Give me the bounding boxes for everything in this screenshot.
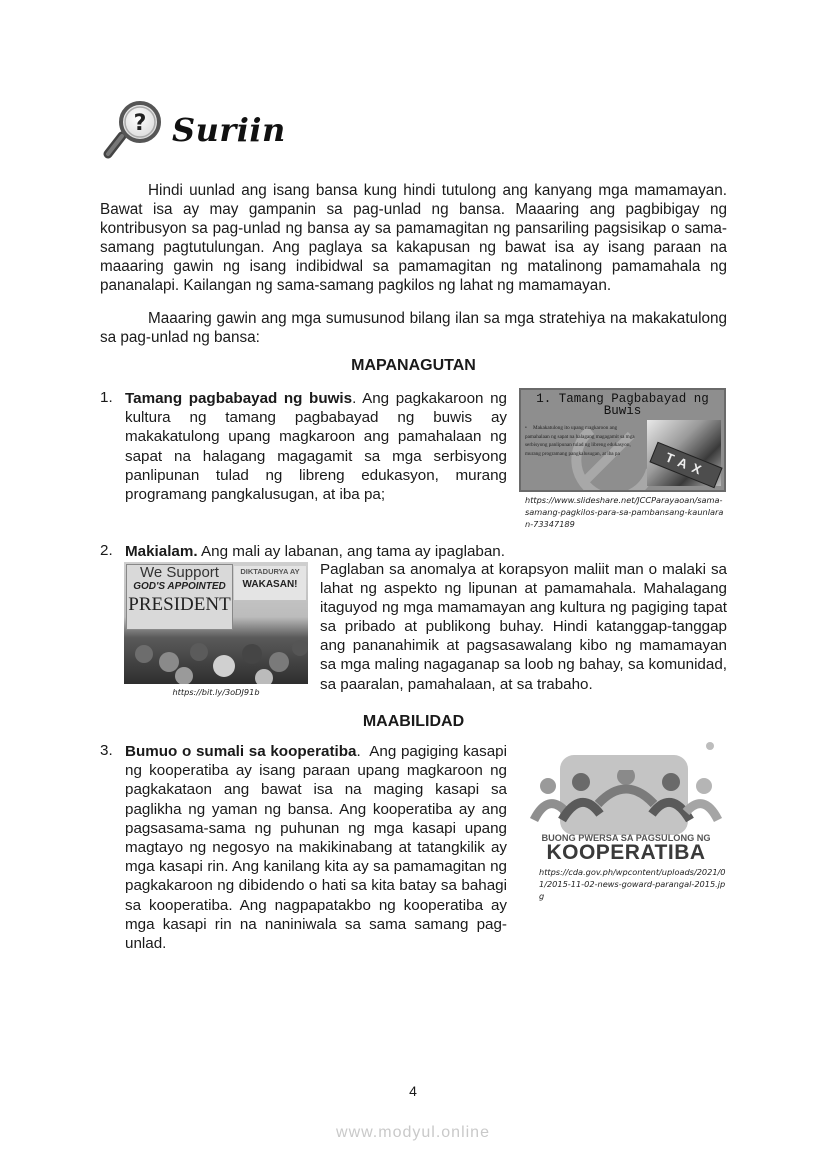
crowd-graphic — [124, 632, 308, 684]
cooperative-logo — [526, 740, 726, 862]
item-3-title: Bumuo o sumali sa kooperatiba — [125, 743, 357, 760]
svg-text:?: ? — [133, 111, 147, 136]
item-2-number: 2. — [100, 542, 113, 559]
logo-name: KOOPERATIBA — [546, 841, 706, 862]
section-header — [100, 100, 286, 160]
protest-sign-2 — [234, 566, 306, 600]
sign-1-line-1: We Support — [140, 564, 219, 581]
magnifier-question-icon — [100, 100, 166, 160]
item-2-image-caption: https://bit.ly/3oDJ91b — [172, 687, 260, 697]
item-2-body: Paglaban sa anomalya at korapsyon maliit man o malaki sa lahat ng aspekto ng lipunan at pamamahala. Mahalagang itaguyod ng mga mamamayan ang kultura ng pagiging tapat sa pribado at publikong buhay. Hindi katanggap-tanggap ang pananahimik at pagsasawalang kibo ng mamamayan sa mga maling nagaganap sa loob ng bahay, sa komunidad, sa paaralan, pamahalaan, at sa trabaho. — [320, 561, 727, 693]
page-number: 4 — [409, 1083, 417, 1099]
heading-maabilidad: MAABILIDAD — [362, 713, 465, 730]
item-3-image-caption: https://cda.gov.ph/wpcontent/uploads/2021/01/2015-11-02-news-goward-parangal-2015.jpg — [539, 867, 726, 901]
tax-photo — [647, 420, 721, 486]
item-3-number: 3. — [100, 742, 113, 759]
slide-bullet-text: Makakatulong ito upang magkaroon ang pamahalaan ng sapat na halagang magagamit sa mga serbisyong panlipunan tulad ng libreng edukasyon, murang programang pangkalusugan, at iba pa — [525, 425, 635, 457]
section-title: Suriin — [172, 111, 286, 149]
sign-2-line-2: WAKASAN! — [242, 579, 298, 590]
tax-blocks: TAX — [649, 442, 722, 489]
item-3-text — [125, 742, 507, 953]
item-2-lead — [125, 542, 725, 561]
slide-title: 1. Tamang Pagbabayad ng Buwis — [536, 392, 709, 418]
item-2-lead-text: Ang mali ay labanan, ang tama ay ipaglaban. — [201, 543, 505, 560]
logo-dot — [706, 742, 714, 750]
linked-people-icon — [526, 770, 726, 830]
protest-photo — [124, 562, 308, 684]
item-1-number: 1. — [100, 389, 113, 406]
slide-bullet: • Makakatulong ito upang magkaroon ang pamahalaan ng sapat na halagang magagamit sa mga serbisyong panlipunan tulad ng libreng edukasyon, murang programang pangkalusugan, at iba pa — [525, 425, 635, 457]
tax-slide-image — [519, 388, 726, 492]
protest-sign-1 — [126, 564, 233, 630]
item-1-image-caption: https://www.slideshare.net/JCCParayaoan/sama-samang-pagkilos-para-sa-pambansang-kaunlaran-73347189 — [525, 495, 724, 529]
item-1-text — [125, 389, 507, 504]
watermark: www.modyul.online — [336, 1124, 490, 1141]
item-1-title: Tamang pagbabayad ng buwis — [125, 390, 353, 407]
item-1-title-suffix: . — [352, 390, 357, 407]
sign-1-line-2: GOD'S APPOINTED — [133, 581, 226, 592]
sign-2-line-1: DIKTADURYA AY — [240, 567, 300, 576]
heading-mapanagutan: MAPANAGUTAN — [351, 357, 476, 374]
item-2-title: Makialam. — [125, 543, 198, 560]
item-1-body: Ang pagkakaroon ng kultura ng tamang pagbabayad ng buwis ay makakatulong upang magkaroon ang pamahalaan ng sapat na halagang magagamit sa mga serbisyong panlipunan tulad ng libreng edukasyon, murang programang pangkalusugan, at iba pa; — [125, 390, 507, 504]
intro-paragraph-2-text: Maaaring gawin ang mga sumusunod bilang ilan sa mga stratehiya na makakatulong sa pag-unlad ng bansa: — [100, 310, 727, 346]
logo-tagline: BUONG PWERSA SA PAGSULONG NG — [541, 833, 711, 843]
intro-paragraph-2 — [100, 309, 727, 347]
intro-paragraph-1-text: Hindi uunlad ang isang bansa kung hindi tutulong ang kanyang mga mamamayan. Bawat isa ay may gampanin sa pag-unlad ng bansa. Maaaring ang pagbibigay ng kontribusyon sa pag-unlad ng bansa ay sa pamamagitan ng pansariling pagsisikap o sama-samang pagtutulungan. Ang paglaya sa kakapusan ng bawat isa ay isang paraan na maaaring gawin ng isang indibidwal sa pamamagitan ng matalinong pamamahala ng pananalapi. Kailangan ng sama-samang pagkilos ng lahat ng mamamayan. — [100, 182, 727, 294]
item-3-title-suffix: . — [356, 743, 361, 760]
sign-1-line-3: PRESIDENT — [128, 594, 231, 615]
item-3-body: Ang pagiging kasapi ng kooperatiba ay isang paraan upang magkaroon ng pagkakataon ang bawat isa na maging kasapi sa paglikha ng yaman ng bansa. Ang kooperatiba ay ang pagsasama-sama ng puhunan ng mga kasapi upang magtayo ng negosyo na makikinabang at tatangkilik ay mga kasapi rin. Ang kanilang kita ay sa pamamagitan ng pagkakaroon ng dibidendo o hati sa kita batay sa bahagi sa kooperatiba. Ang nagpapatakbo ng kooperatiba ay mga kasapi rin na naniniwala sa sama samang pag-unlad. — [125, 743, 507, 953]
intro-paragraph-1 — [100, 181, 727, 295]
